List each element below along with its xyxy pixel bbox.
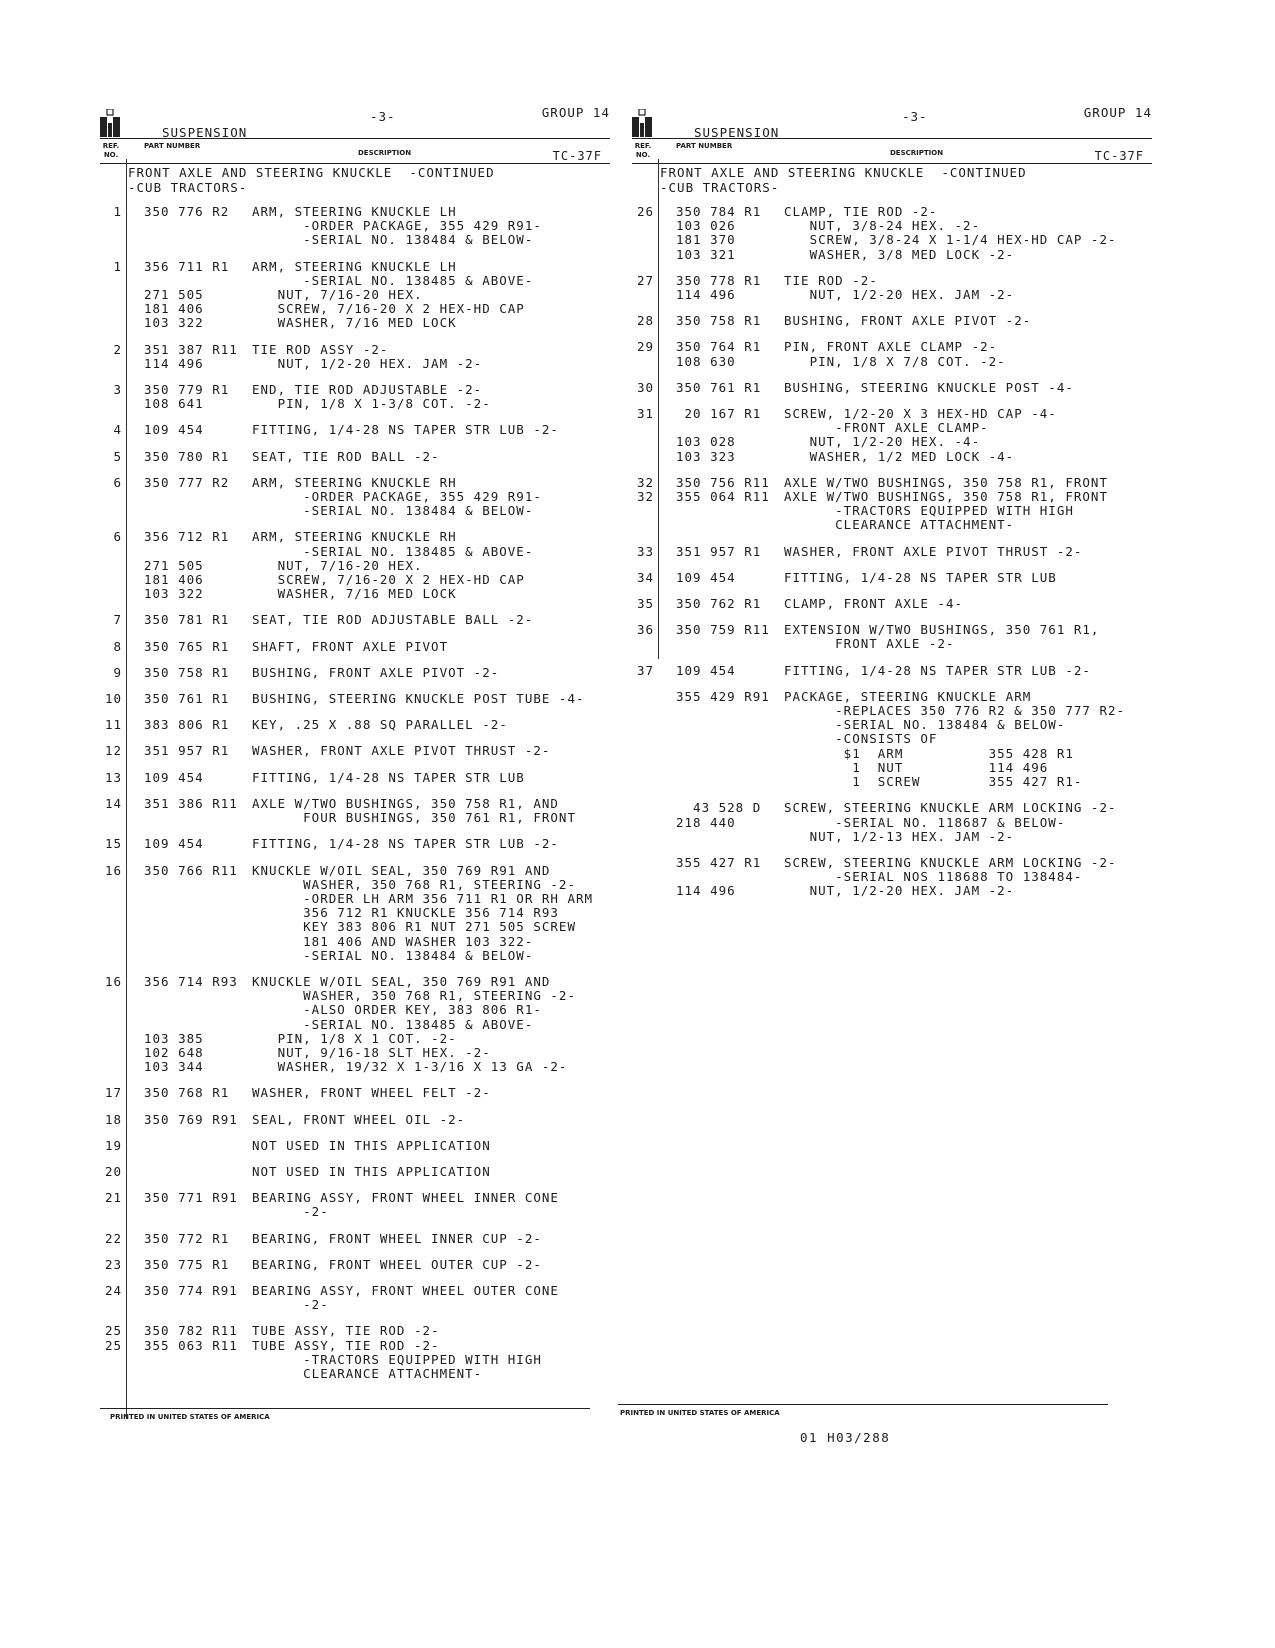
part-number: 43 528 D 218 440 — [676, 800, 762, 830]
parts-entry — [100, 1191, 610, 1219]
section-title: SUSPENSION — [162, 125, 248, 140]
part-description: WASHER, FRONT WHEEL FELT -2- — [252, 1085, 491, 1101]
ref-no-column-header: REF. NO. — [634, 142, 652, 159]
parts-list — [100, 165, 610, 1381]
ref-number: 28 — [636, 313, 654, 329]
part-description: FITTING, 1/4-28 NS TAPER STR LUB -2- — [784, 662, 1091, 678]
part-number — [144, 1165, 252, 1179]
part-number: 350 764 R1 108 630 — [676, 339, 762, 369]
parts-entry — [632, 690, 1152, 789]
parts-entry — [632, 407, 1152, 464]
ref-number: 12 — [104, 743, 122, 759]
continued-heading: FRONT AXLE AND STEERING KNUCKLE -CONTINUED -CUB TRACTORS- — [128, 165, 495, 195]
parts-entry — [100, 530, 610, 601]
parts-entry — [100, 864, 610, 963]
part-description: PIN, FRONT AXLE CLAMP -2- PIN, 1/8 X 7/8 COT. -2- — [784, 339, 1006, 369]
ref-number: 22 — [104, 1230, 122, 1246]
parts-entry — [100, 718, 610, 732]
ref-number: 37 — [636, 662, 654, 678]
parts-entry — [100, 744, 610, 758]
part-number: 350 765 R1 — [144, 638, 230, 654]
part-number: 109 454 — [144, 769, 204, 785]
part-description: ARM, STEERING KNUCKLE LH -ORDER PACKAGE, 355 429 R91- -SERIAL NO. 138484 & BELOW- — [252, 204, 542, 248]
part-description: FITTING, 1/4-28 NS TAPER STR LUB -2- — [252, 422, 559, 438]
ref-number: 20 — [104, 1163, 122, 1179]
part-description: SEAT, TIE ROD BALL -2- — [252, 448, 440, 464]
part-number: 350 777 R2 — [144, 474, 230, 490]
parts-entry — [100, 423, 610, 437]
part-number: 356 714 R93 103 385 102 648 103 344 — [144, 973, 238, 1075]
parts-entry — [100, 1324, 610, 1381]
parts-entry — [632, 205, 1152, 262]
parts-entry — [100, 613, 610, 627]
ref-number: 23 — [104, 1256, 122, 1272]
part-description: AXLE W/TWO BUSHINGS, 350 758 R1, FRONT AXLE W/TWO BUSHINGS, 350 758 R1, FRONT -TRACTORS EQUIPPED WITH HIGH CLEARANCE ATTACHMENT- — [784, 474, 1108, 533]
ref-number: 13 — [104, 769, 122, 785]
ref-column-divider — [658, 159, 659, 659]
column-header-rule — [632, 163, 1152, 164]
continued-heading: FRONT AXLE AND STEERING KNUCKLE -CONTINUED -CUB TRACTORS- — [660, 165, 1027, 195]
part-number: 350 769 R91 — [144, 1111, 238, 1127]
ref-number: 10 — [104, 691, 122, 707]
ref-number: 31 — [636, 406, 654, 422]
ref-number: 19 — [104, 1137, 122, 1153]
description-column-header: DESCRIPTION — [890, 149, 944, 157]
part-description: NOT USED IN THIS APPLICATION — [252, 1163, 491, 1179]
section-title: SUSPENSION — [694, 125, 780, 140]
parts-entry — [100, 975, 610, 1074]
part-description: SEAL, FRONT WHEEL OIL -2- — [252, 1111, 466, 1127]
parts-entry — [100, 1113, 610, 1127]
part-number: 351 957 R1 — [144, 743, 230, 759]
parts-entry — [632, 476, 1152, 533]
part-number: 350 766 R11 — [144, 862, 238, 878]
ref-number: 6 — [113, 529, 122, 545]
part-number: 383 806 R1 — [144, 717, 230, 733]
part-description: BUSHING, FRONT AXLE PIVOT -2- — [252, 664, 500, 680]
part-description: FITTING, 1/4-28 NS TAPER STR LUB — [252, 769, 525, 785]
group-label: GROUP 14 — [1083, 105, 1152, 120]
ref-number: 26 — [636, 204, 654, 219]
parts-entry — [632, 623, 1152, 651]
part-number: 20 167 R1 103 028 103 323 — [676, 406, 762, 464]
ref-number: 16 — [104, 862, 122, 878]
column-header-rule — [100, 163, 610, 164]
parts-entry — [100, 666, 610, 680]
parts-entry — [632, 545, 1152, 559]
ref-number: 6 — [113, 474, 122, 490]
footer-rule — [100, 1408, 590, 1409]
parts-entry — [100, 797, 610, 825]
part-number: 355 427 R1 114 496 — [676, 854, 762, 899]
ref-number: 33 — [636, 543, 654, 559]
parts-entry — [100, 383, 610, 411]
part-number: 350 768 R1 — [144, 1085, 230, 1101]
parts-entry — [632, 664, 1152, 678]
part-description: AXLE W/TWO BUSHINGS, 350 758 R1, AND FOUR BUSHINGS, 350 761 R1, FRONT — [252, 795, 576, 826]
part-description: BUSHING, FRONT AXLE PIVOT -2- — [784, 313, 1032, 329]
ref-number — [632, 856, 654, 899]
parts-entry — [100, 450, 610, 464]
ref-number: 34 — [636, 569, 654, 585]
parts-entry — [100, 1284, 610, 1312]
part-number-column-header: PART NUMBER — [676, 142, 733, 150]
part-number: 350 759 R11 — [676, 622, 770, 638]
ref-number: 3 — [113, 382, 122, 398]
part-number-column-header: PART NUMBER — [144, 142, 201, 150]
ref-number: 7 — [113, 612, 122, 628]
part-number: 350 780 R1 — [144, 448, 230, 464]
part-number: 350 784 R1 103 026 181 370 103 321 — [676, 204, 762, 262]
ref-number: 27 — [636, 272, 654, 288]
part-description: NOT USED IN THIS APPLICATION — [252, 1137, 491, 1153]
ih-logo-icon — [100, 109, 120, 137]
part-description: BEARING ASSY, FRONT WHEEL OUTER CONE -2- — [252, 1282, 559, 1313]
printed-in-usa-note: PRINTED IN UNITED STATES OF AMERICA — [110, 1413, 270, 1421]
part-description: KEY, .25 X .88 SQ PARALLEL -2- — [252, 717, 508, 733]
group-label: GROUP 14 — [541, 105, 610, 120]
parts-entry — [100, 640, 610, 654]
ref-number: 36 — [636, 622, 654, 638]
parts-entry — [100, 1165, 610, 1179]
ref-number: 32 32 — [636, 474, 654, 505]
ref-number: 4 — [113, 422, 122, 438]
page-number: -3- — [370, 109, 396, 124]
part-number: 350 778 R1 114 496 — [676, 272, 762, 303]
ref-number: 1 — [113, 258, 122, 274]
part-number: 350 758 R1 — [676, 313, 762, 329]
printed-in-usa-note: PRINTED IN UNITED STATES OF AMERICA — [620, 1409, 780, 1417]
part-description: BEARING, FRONT WHEEL INNER CUP -2- — [252, 1230, 542, 1246]
right-parts-page — [632, 105, 1152, 911]
part-description: FITTING, 1/4-28 NS TAPER STR LUB -2- — [252, 836, 559, 852]
ref-number: 25 25 — [104, 1323, 122, 1353]
parts-entry — [632, 856, 1152, 899]
ref-number: 29 — [636, 339, 654, 355]
ref-number: 17 — [104, 1085, 122, 1101]
parts-entry — [100, 1232, 610, 1246]
document-code: 01 H03/288 — [800, 1430, 891, 1445]
ref-number: 24 — [104, 1282, 122, 1298]
parts-entry — [100, 476, 610, 519]
page-header — [632, 105, 1152, 163]
part-number: 350 775 R1 — [144, 1256, 230, 1272]
part-description: CLAMP, TIE ROD -2- NUT, 3/8-24 HEX. -2- SCREW, 3/8-24 X 1-1/4 HEX-HD CAP -2- WASHER, 3/8 MED LOCK -2- — [784, 204, 1117, 262]
part-number: 355 429 R91 — [676, 688, 770, 704]
part-number: 350 776 R2 — [144, 204, 230, 219]
parts-entry — [100, 771, 610, 785]
part-description: CLAMP, FRONT AXLE -4- — [784, 596, 964, 612]
part-number: 351 957 R1 — [676, 543, 762, 559]
ref-number: 9 — [113, 664, 122, 680]
form-number: TC-37F — [1094, 149, 1144, 163]
ref-number — [632, 801, 654, 844]
part-description: BEARING, FRONT WHEEL OUTER CUP -2- — [252, 1256, 542, 1272]
ref-number: 11 — [104, 717, 122, 733]
ref-number: 15 — [104, 836, 122, 852]
part-description: EXTENSION W/TWO BUSHINGS, 350 761 R1, FRONT AXLE -2- — [784, 622, 1100, 652]
part-description: SHAFT, FRONT AXLE PIVOT — [252, 638, 449, 654]
left-parts-page — [100, 105, 610, 1393]
parts-entry — [100, 837, 610, 851]
part-number: 109 454 — [676, 569, 736, 585]
part-description: END, TIE ROD ADJUSTABLE -2- PIN, 1/8 X 1-3/8 COT. -2- — [252, 382, 491, 412]
part-description: ARM, STEERING KNUCKLE RH -SERIAL NO. 138485 & ABOVE- NUT, 7/16-20 HEX. SCREW, 7/16-20 X 2 HEX-HD CAP WASHER, 7/16 MED LOCK — [252, 529, 534, 602]
description-column-header: DESCRIPTION — [358, 149, 412, 157]
ref-number: 8 — [113, 638, 122, 654]
part-number: 351 386 R11 — [144, 795, 238, 811]
part-description: WASHER, FRONT AXLE PIVOT THRUST -2- — [252, 743, 551, 759]
page-number: -3- — [902, 109, 928, 124]
part-number: 350 758 R1 — [144, 664, 230, 680]
parts-entry — [632, 274, 1152, 302]
part-description: TIE ROD -2- NUT, 1/2-20 HEX. JAM -2- — [784, 272, 1015, 303]
part-description: ARM, STEERING KNUCKLE LH -SERIAL NO. 138485 & ABOVE- NUT, 7/16-20 HEX. SCREW, 7/16-20 X 2 HEX-HD CAP WASHER, 7/16 MED LOCK — [252, 258, 534, 331]
parts-entry — [100, 1139, 610, 1153]
ref-number: 30 — [636, 379, 654, 395]
ref-number — [632, 690, 654, 789]
parts-entry — [100, 1086, 610, 1100]
part-number: 350 756 R11 355 064 R11 — [676, 474, 770, 505]
ref-number: 2 — [113, 341, 122, 357]
part-number: 350 771 R91 — [144, 1190, 238, 1206]
ref-number: 16 — [104, 973, 122, 989]
parts-entry — [632, 597, 1152, 611]
ref-number: 5 — [113, 448, 122, 464]
parts-entry — [100, 205, 610, 248]
part-description: BEARING ASSY, FRONT WHEEL INNER CONE -2- — [252, 1190, 559, 1220]
part-description: TUBE ASSY, TIE ROD -2- TUBE ASSY, TIE ROD -2- -TRACTORS EQUIPPED WITH HIGH CLEARANCE ATTACHMENT- — [252, 1323, 542, 1381]
form-number: TC-37F — [552, 149, 602, 163]
part-number: 350 782 R11 355 063 R11 — [144, 1323, 238, 1353]
part-number: 350 779 R1 108 641 — [144, 382, 230, 412]
footer-rule — [618, 1404, 1108, 1405]
part-number: 356 711 R1 271 505 181 406 103 322 — [144, 258, 230, 331]
ref-number: 1 — [113, 204, 122, 219]
ref-number: 18 — [104, 1111, 122, 1127]
part-description: FITTING, 1/4-28 NS TAPER STR LUB — [784, 569, 1057, 585]
part-description: SEAT, TIE ROD ADJUSTABLE BALL -2- — [252, 612, 534, 628]
part-description: SCREW, STEERING KNUCKLE ARM LOCKING -2- -SERIAL NO. 118687 & BELOW- NUT, 1/2-13 HEX. JAM -2- — [784, 800, 1117, 844]
parts-entry — [632, 314, 1152, 328]
part-description: PACKAGE, STEERING KNUCKLE ARM -REPLACES 350 776 R2 & 350 777 R2- -SERIAL NO. 138484 & BELOW- -CONSISTS OF $1 ARM 355 428 R1 1 NUT 114 496 1 SCREW 355 427 R1- — [784, 688, 1126, 790]
part-description: KNUCKLE W/OIL SEAL, 350 769 R91 AND WASHER, 350 768 R1, STEERING -2- -ORDER LH ARM 356 711 R1 OR RH ARM 356 712 R1 KNUCKLE 356 714 R93 KEY 383 806 R1 NUT 271 505 SCREW 181 406 AND WASHER 103 322- -SERIAL NO. 138484 & BELOW- — [252, 862, 594, 963]
part-number: 350 762 R1 — [676, 596, 762, 612]
parts-entry — [632, 571, 1152, 585]
part-number: 109 454 — [144, 422, 204, 438]
page-header — [100, 105, 610, 163]
ref-number: 35 — [636, 596, 654, 612]
part-number — [144, 1139, 252, 1153]
part-number: 350 761 R1 — [676, 379, 762, 395]
parts-entry — [100, 260, 610, 331]
ref-number: 14 — [104, 795, 122, 811]
part-number: 351 387 R11 114 496 — [144, 341, 238, 371]
ref-number: 21 — [104, 1190, 122, 1206]
part-number: 350 781 R1 — [144, 612, 230, 628]
ref-column-divider — [126, 159, 127, 1419]
part-number: 109 454 — [676, 662, 736, 678]
parts-list — [632, 165, 1152, 899]
part-description: SCREW, STEERING KNUCKLE ARM LOCKING -2- -SERIAL NOS 118688 TO 138484- NUT, 1/2-20 HEX. JAM -2- — [784, 854, 1117, 899]
parts-entry — [632, 340, 1152, 368]
header-rule — [632, 138, 1152, 139]
part-description: TIE ROD ASSY -2- NUT, 1/2-20 HEX. JAM -2- — [252, 341, 483, 371]
header-rule — [100, 138, 610, 139]
parts-entry — [100, 692, 610, 706]
parts-entry — [100, 343, 610, 371]
ih-logo-icon — [632, 109, 652, 137]
part-description: ARM, STEERING KNUCKLE RH -ORDER PACKAGE, 355 429 R91- -SERIAL NO. 138484 & BELOW- — [252, 474, 542, 519]
parts-entry — [100, 1258, 610, 1272]
part-number: 350 761 R1 — [144, 691, 230, 707]
part-description: BUSHING, STEERING KNUCKLE POST TUBE -4- — [252, 691, 585, 707]
part-description: WASHER, FRONT AXLE PIVOT THRUST -2- — [784, 543, 1083, 559]
part-description: SCREW, 1/2-20 X 3 HEX-HD CAP -4- -FRONT AXLE CLAMP- NUT, 1/2-20 HEX. -4- WASHER, 1/2 MED LOCK -4- — [784, 406, 1057, 464]
part-number: 356 712 R1 271 505 181 406 103 322 — [144, 529, 230, 602]
part-number: 109 454 — [144, 836, 204, 852]
part-number: 350 772 R1 — [144, 1230, 230, 1246]
parts-entry — [632, 381, 1152, 395]
part-description: BUSHING, STEERING KNUCKLE POST -4- — [784, 379, 1074, 395]
part-number: 350 774 R91 — [144, 1282, 238, 1298]
ref-no-column-header: REF. NO. — [102, 142, 120, 159]
part-description: KNUCKLE W/OIL SEAL, 350 769 R91 AND WASHER, 350 768 R1, STEERING -2- -ALSO ORDER KEY, 383 806 R1- -SERIAL NO. 138485 & ABOVE- PIN, 1/8 X 1 COT. -2- NUT, 9/16-18 SLT HEX. -2- WASHER, 19/32 X 1-3/16 X 13 GA -2- — [252, 973, 576, 1075]
parts-entry — [632, 801, 1152, 844]
